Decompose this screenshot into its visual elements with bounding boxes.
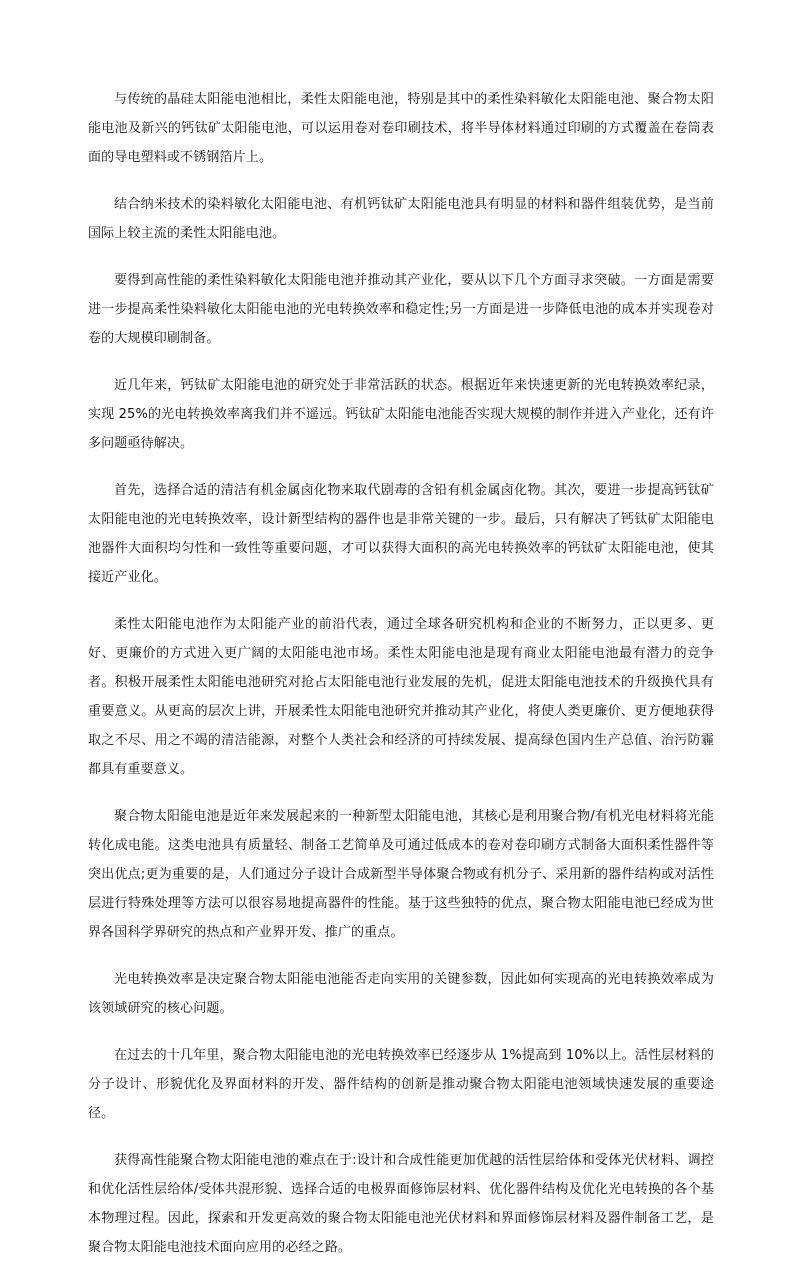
paragraph-10: 获得高性能聚合物太阳能电池的难点在于:设计和合成性能更加优越的活性层给体和受体光伏材料、调控和优化活性层给体/受体共混形貌、选择合适的电极界面修饰层材料、优化器件结构及优化光电转换的各个基本物理过程。因此，探索和开发更高效的聚合物太阳能电池光伏材料和界面修饰层材料及器件制备工艺，是聚合物太阳能电池技术面向应用的必经之路。 <box>88 1153 714 1255</box>
paragraph-5: 首先，选择合适的清洁有机金属卤化物来取代剧毒的含铅有机金属卤化物。其次，要进一步提高钙钛矿太阳能电池的光电转换效率，设计新型结构的器件也是非常关键的一步。最后，只有解决了钙钛矿太阳能电池器件大面积均匀性和一致性等重要问题，才可以获得大面积的高光电转换效率的钙钛矿太阳能电池，使其接近产业化。 <box>88 483 714 585</box>
paragraph-7: 聚合物太阳能电池是近年来发展起来的一种新型太阳能电池，其核心是利用聚合物/有机光电材料将光能转化成电能。这类电池具有质量轻、制备工艺简单及可通过低成本的卷对卷印刷方式制备大面积柔性器件等突出优点;更为重要的是，人们通过分子设计合成新型半导体聚合物或有机分子、采用新的器件结构或对活性层进行特殊处理等方法可以很容易地提高器件的性能。基于这些独特的优点，聚合物太阳能电池已经成为世界各国科学界研究的热点和产业界开发、推广的重点。 <box>88 809 714 940</box>
paragraph-8: 光电转换效率是决定聚合物太阳能电池能否走向实用的关键参数，因此如何实现高的光电转换效率成为该领域研究的核心问题。 <box>88 972 714 1016</box>
paragraph-3: 要得到高性能的柔性染料敏化太阳能电池并推动其产业化，要从以下几个方面寻求突破。一方面是需要进一步提高柔性染料敏化太阳能电池的光电转换效率和稳定性;另一方面是进一步降低电池的成本并实现卷对卷的大规模印刷制备。 <box>88 273 714 346</box>
document-body <box>88 85 714 1280</box>
paragraph-4: 近几年来，钙钛矿太阳能电池的研究处于非常活跃的状态。根据近年来快速更新的光电转换效率纪录，实现 25%的光电转换效率离我们并不遥远。钙钛矿太阳能电池能否实现大规模的制作并进入产业化，还有许多问题亟待解决。 <box>88 378 714 451</box>
paragraph-6: 柔性太阳能电池作为太阳能产业的前沿代表，通过全球各研究机构和企业的不断努力，正以更多、更好、更廉价的方式进入更广阔的太阳能电池市场。柔性太阳能电池是现有商业太阳能电池最有潜力的竞争者。积极开展柔性太阳能电池研究对抢占太阳能电池行业发展的先机，促进太阳能电池技术的升级换代具有重要意义。从更高的层次上讲，开展柔性太阳能电池研究并推动其产业化，将使人类更廉价、更方便地获得取之不尽、用之不竭的清洁能源，对整个人类社会和经济的可持续发展、提高绿色国内生产总值、治污防霾都具有重要意义。 <box>88 617 714 777</box>
paragraph-1: 与传统的晶硅太阳能电池相比，柔性太阳能电池，特别是其中的柔性染料敏化太阳能电池、聚合物太阳能电池及新兴的钙钛矿太阳能电池，可以运用卷对卷印刷技术，将半导体材料通过印刷的方式覆盖在卷筒表面的导电塑料或不锈钢箔片上。 <box>88 92 714 165</box>
paragraph-2: 结合纳米技术的染料敏化太阳能电池、有机钙钛矿太阳能电池具有明显的材料和器件组装优势，是当前国际上较主流的柔性太阳能电池。 <box>88 197 714 241</box>
paragraph-9: 在过去的十几年里，聚合物太阳能电池的光电转换效率已经逐步从 1%提高到 10%以上。活性层材料的分子设计、形貌优化及界面材料的开发、器件结构的创新是推动聚合物太阳能电池领域快速发展的重要途径。 <box>88 1048 714 1121</box>
